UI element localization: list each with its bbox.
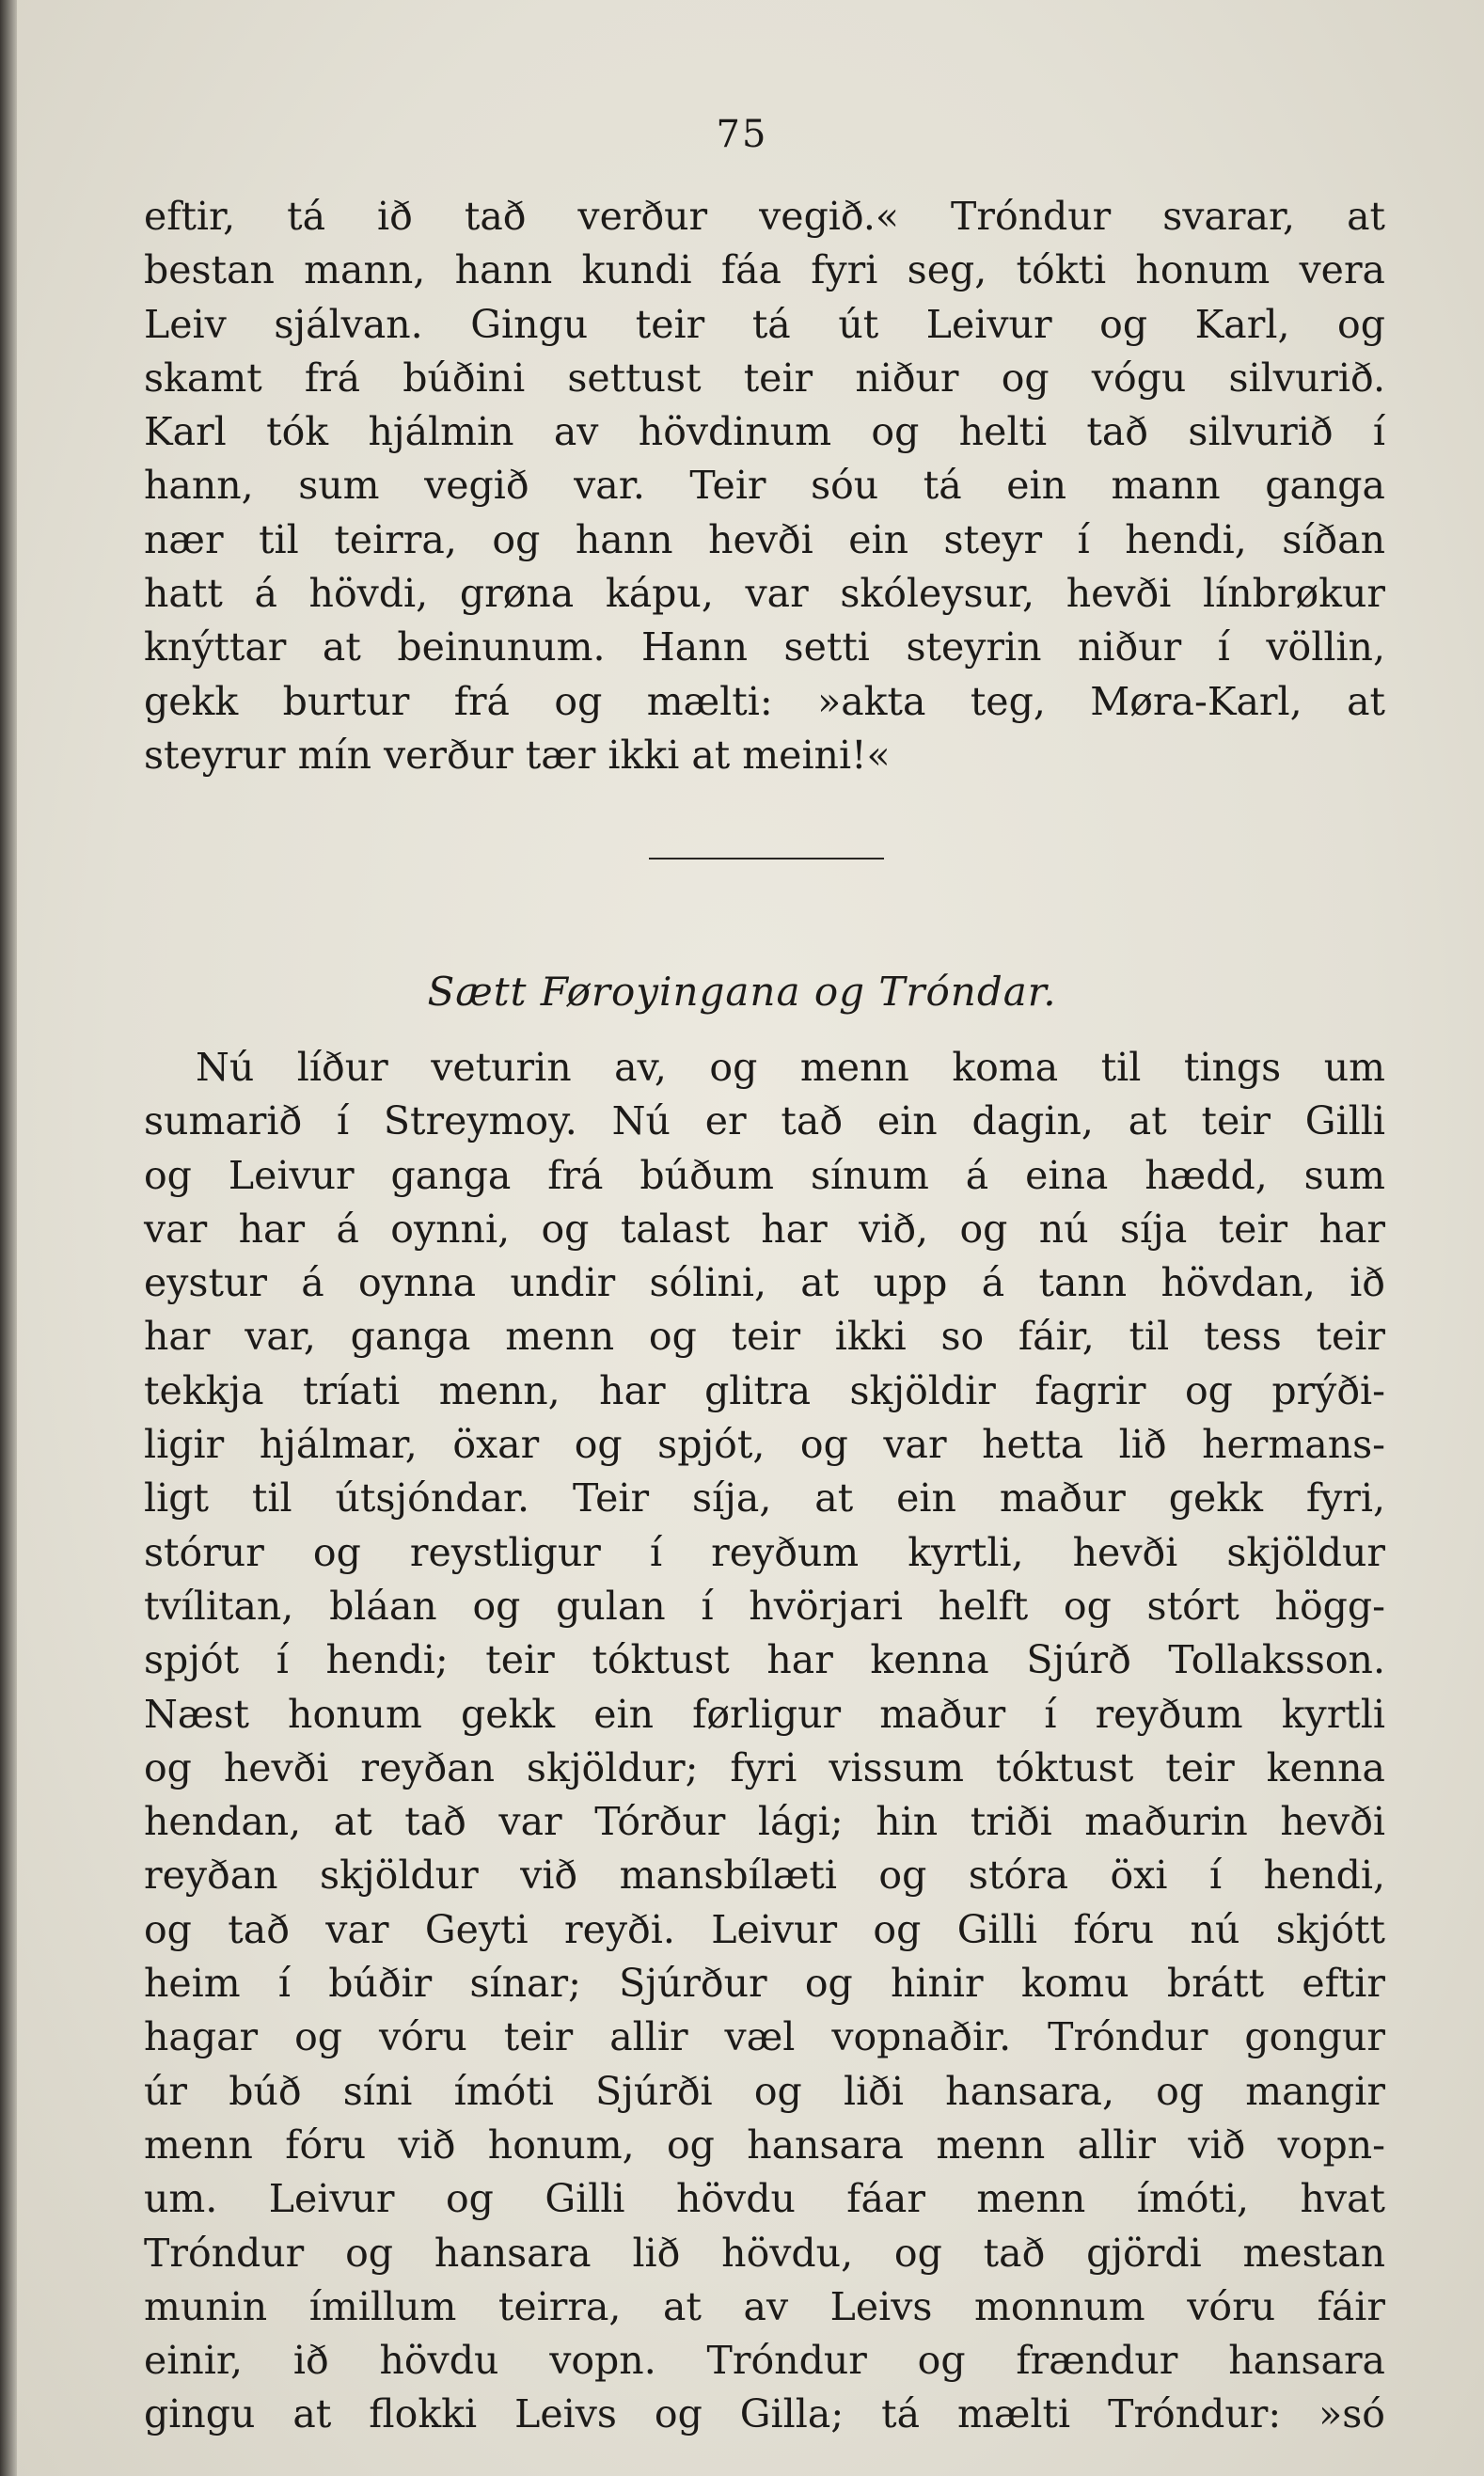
text-line: Nú líður veturin av, og menn koma til tings um (196, 1045, 1385, 1090)
text-line: um. Leivur og Gilli hövdu fáar menn ímóti, hvat (144, 2176, 1385, 2222)
text-line: úr búð síni ímóti Sjúrði og liði hansara, og mangir (144, 2068, 1385, 2114)
text-line: eftir, tá ið tað verður vegið.« Tróndur svarar, at (144, 194, 1385, 239)
text-line: ligt til útsjóndar. Teir síja, at ein maður gekk fyri, (144, 1475, 1385, 1522)
text-line: menn fóru við honum, og hansara menn allir við vopn- (144, 2121, 1385, 2168)
text-line: har var, ganga menn og teir ikki so fáir, til tess teir (144, 1314, 1385, 1360)
text-line: og Leivur ganga frá búðum sínum á eina hædd, sum (144, 1152, 1385, 1198)
text-line: nær til teirra, og hann hevði ein steyr í hendi, síðan (144, 516, 1385, 562)
text-line: reyðan skjöldur við mansbílæti og stóra öxi í hendi, (144, 1853, 1385, 1899)
text-line: heim í búðir sínar; Sjúrður og hinir komu brátt eftir (144, 1961, 1385, 2007)
text-block-2 (144, 1041, 1385, 2442)
text-line: tekkja tríati menn, har glitra skjöldir fagrir og prýði- (144, 1367, 1385, 1413)
text-line: knýttar at beinunum. Hann setti steyrin niður í völlin, (144, 624, 1385, 670)
text-line: hann, sum vegið var. Teir sóu tá ein mann ganga (144, 463, 1385, 509)
text-line: stórur og reystligur í reyðum kyrtli, hevði skjöldur (144, 1529, 1385, 1575)
text-line: spjót í hendi; teir tóktust har kenna Sjúrð Tollaksson. (144, 1637, 1385, 1683)
text-line: hagar og vóru teir allir væl vopnaðir. Tróndur gongur (144, 2014, 1385, 2060)
text-line: Karl tók hjálmin av hövdinum og helti tað silvurið í (144, 409, 1385, 455)
text-line: ligir hjálmar, öxar og spjót, og var hetta lið hermans- (144, 1422, 1385, 1468)
text-line: gekk burtur frá og mælti: »akta teg, Møra-Karl, at (144, 678, 1385, 724)
section-heading: Sætt Føroyingana og Tróndar. (427, 969, 1057, 1015)
text-line: sumarið í Streymoy. Nú er tað ein dagin, at teir Gilli (144, 1098, 1385, 1144)
section-divider (649, 858, 884, 860)
text-line: tvílitan, bláan og gulan í hvörjari helft og stórt högg- (144, 1583, 1385, 1629)
text-line: gingu at flokki Leivs og Gilla; tá mælti Tróndur: »só (144, 2391, 1385, 2437)
text-line: Tróndur og hansara lið hövdu, og tað gjördi mestan (144, 2230, 1385, 2276)
text-line: einir, ið hövdu vopn. Tróndur og frændur hansara (144, 2338, 1385, 2384)
text-line: og hevði reyðan skjöldur; fyri vissum tóktust teir kenna (144, 1744, 1385, 1790)
text-line: og tað var Geyti reyði. Leivur og Gilli fóru nú skjótt (144, 1906, 1385, 1952)
text-line: munin ímillum teirra, at av Leivs monnum vóru fáir (144, 2283, 1385, 2329)
page-number: 75 (716, 113, 768, 156)
text-line: eystur á oynna undir sólini, at upp á tann hövdan, ið (144, 1260, 1385, 1306)
text-line: skamt frá búðini settust teir niður og vógu silvurið. (144, 355, 1385, 401)
text-line: var har á oynni, og talast har við, og nú síja teir har (144, 1206, 1385, 1252)
text-line: hatt á hövdi, grøna kápu, var skóleysur, hevði línbrøkur (144, 571, 1385, 617)
binding-edge (0, 0, 17, 2476)
text-line: steyrur mín verður tær ikki at meini!« (144, 732, 891, 778)
text-line: bestan mann, hann kundi fáa fyri seg, tókti honum vera (144, 247, 1385, 293)
text-line: Næst honum gekk ein førligur maður í reyðum kyrtli (144, 1691, 1385, 1737)
text-line: Leiv sjálvan. Gingu teir tá út Leivur og Karl, og (144, 301, 1385, 347)
text-block-1 (144, 190, 1385, 782)
text-line: hendan, at tað var Tórður lági; hin triði maðurin hevði (144, 1799, 1385, 1845)
